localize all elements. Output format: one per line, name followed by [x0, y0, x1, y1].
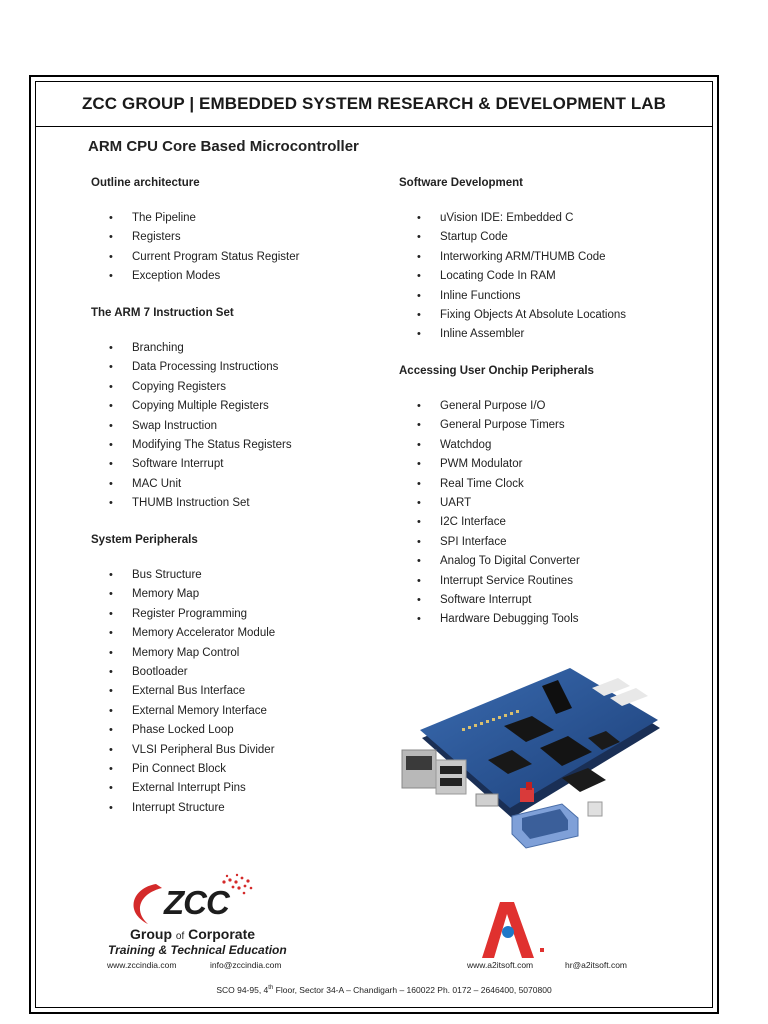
list-item: • Register Programming: [109, 605, 275, 624]
list-item: • PWM Modulator: [417, 455, 580, 474]
list-item: • Memory Accelerator Module: [109, 624, 275, 643]
address-post: Floor, Sector 34-A – Chandigarh – 160022 Ph. 0172 – 2646400, 5070800: [273, 985, 552, 995]
list-item: • MAC Unit: [109, 475, 292, 494]
list-item: • The Pipeline: [109, 209, 299, 228]
group-corporate: Corporate: [188, 926, 256, 942]
list-item: • Data Processing Instructions: [109, 358, 292, 377]
group-prefix: Group: [130, 926, 172, 942]
list-item: • Interworking ARM/THUMB Code: [417, 248, 626, 267]
section-heading-outline: Outline architecture: [91, 177, 200, 189]
zcc-website[interactable]: www.zccindia.com: [107, 960, 177, 970]
list-item: • Swap Instruction: [109, 417, 292, 436]
list-item: • External Interrupt Pins: [109, 779, 275, 798]
list-item: • Modifying The Status Registers: [109, 436, 292, 455]
list-item: • Bus Structure: [109, 566, 275, 585]
list-item: • Hardware Debugging Tools: [417, 610, 580, 629]
group-tagline: [130, 926, 255, 942]
section-heading-onchip: Accessing User Onchip Peripherals: [399, 365, 594, 377]
a2itsoft-email[interactable]: hr@a2itsoft.com: [565, 960, 628, 970]
section-heading-software: Software Development: [399, 177, 523, 189]
list-item: • VLSI Peripheral Bus Divider: [109, 741, 275, 760]
list-item: • Software Interrupt: [109, 455, 292, 474]
list-item: • Inline Assembler: [417, 325, 626, 344]
list-item: • Phase Locked Loop: [109, 721, 275, 740]
list-item: • Interrupt Structure: [109, 799, 275, 818]
document-title: ARM CPU Core Based Microcontroller: [88, 138, 359, 155]
list-item: • Registers: [109, 228, 299, 247]
list-item: • THUMB Instruction Set: [109, 494, 292, 513]
list-item: • Branching: [109, 339, 292, 358]
list-item: • Locating Code In RAM: [417, 267, 626, 286]
list-item: • Fixing Objects At Absolute Locations: [417, 306, 626, 325]
list-onchip: [417, 397, 580, 630]
address-pre: SCO 94-95, 4: [216, 985, 269, 995]
list-item: • Current Program Status Register: [109, 248, 299, 267]
header-title: ZCC GROUP | EMBEDDED SYSTEM RESEARCH & DEVELOPMENT LAB: [81, 94, 667, 113]
list-item: • Analog To Digital Converter: [417, 552, 580, 571]
address-sup: th: [268, 985, 274, 992]
list-item: • External Memory Interface: [109, 702, 275, 721]
list-item: • SPI Interface: [417, 533, 580, 552]
list-item: • Memory Map: [109, 585, 275, 604]
list-item: • General Purpose Timers: [417, 416, 580, 435]
section-heading-arm7: The ARM 7 Instruction Set: [91, 307, 234, 319]
a2itsoft-website[interactable]: www.a2itsoft.com: [467, 960, 534, 970]
list-item: • uVision IDE: Embedded C: [417, 209, 626, 228]
list-item: • UART: [417, 494, 580, 513]
list-item: • Watchdog: [417, 436, 580, 455]
list-item: • Copying Multiple Registers: [109, 397, 292, 416]
list-arm7: [109, 339, 292, 514]
list-item: • General Purpose I/O: [417, 397, 580, 416]
training-tagline: Training & Technical Education: [108, 943, 287, 957]
list-item: • Pin Connect Block: [109, 760, 275, 779]
list-sysperiph: [109, 566, 275, 818]
list-item: • Startup Code: [417, 228, 626, 247]
a2itsoft-logo-icon: [470, 900, 560, 960]
group-of: of: [175, 931, 185, 942]
list-outline: [109, 209, 299, 287]
list-item: • Exception Modes: [109, 267, 299, 286]
list-software: [417, 209, 626, 345]
list-item: • Memory Map Control: [109, 644, 275, 663]
page-header: [36, 82, 712, 127]
address-line: [0, 985, 768, 995]
list-item: • Inline Functions: [417, 287, 626, 306]
list-item: • Interrupt Service Routines: [417, 572, 580, 591]
list-item: • Software Interrupt: [417, 591, 580, 610]
list-item: • I2C Interface: [417, 513, 580, 532]
list-item: • External Bus Interface: [109, 682, 275, 701]
zcc-logo-text: ZCC: [164, 884, 229, 921]
section-heading-sysperiph: System Peripherals: [91, 534, 198, 546]
list-item: • Real Time Clock: [417, 475, 580, 494]
list-item: • Copying Registers: [109, 378, 292, 397]
list-item: • Bootloader: [109, 663, 275, 682]
zcc-email[interactable]: info@zccindia.com: [210, 960, 282, 970]
circuit-board-image: [392, 668, 666, 864]
